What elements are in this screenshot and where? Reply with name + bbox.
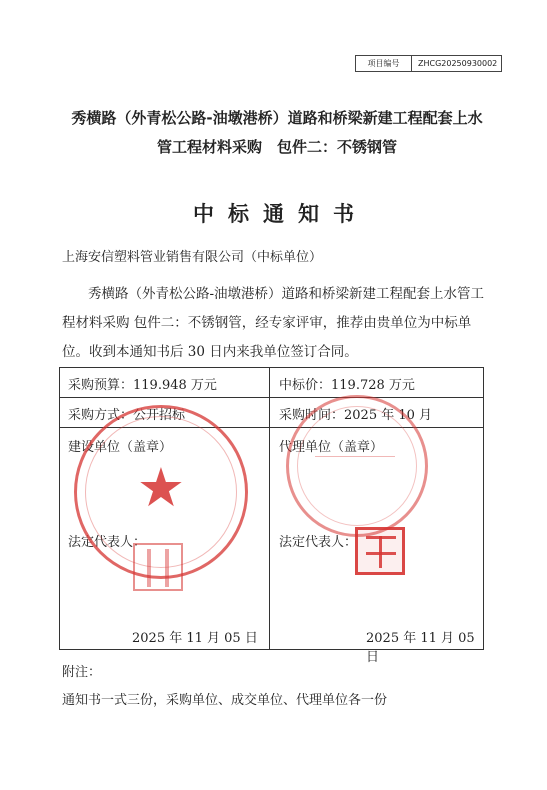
project-number-label: 项目编号	[356, 56, 412, 71]
method-cell: 采购方式：公开招标	[68, 408, 186, 423]
agent-seal-stamp	[286, 395, 428, 537]
note-text: 通知书一式三份，采购单位、成交单位、代理单位各一份	[62, 693, 388, 708]
project-number-value: ZHCG20250930002	[418, 59, 498, 68]
builder-cell: 建设单位（盖章）	[68, 440, 173, 455]
signature-seal-left	[133, 543, 183, 591]
signature-seal-right	[355, 527, 405, 575]
bid-price-cell: 中标价：119.728 万元	[279, 378, 415, 393]
document-title	[52, 104, 502, 162]
notice-heading: 中标通知书	[193, 202, 368, 226]
title-line-1: 秀横路（外青松公路-油墩港桥）道路和桥梁新建工程配套上水	[71, 109, 483, 127]
budget-cell: 采购预算：119.948 万元	[68, 378, 217, 393]
date-right: 2025 年 11 月 05 日	[366, 631, 475, 665]
star-icon: ★	[136, 456, 186, 519]
date-left: 2025 年 11 月 05 日	[132, 631, 258, 646]
recipient: 上海安信塑料管业销售有限公司（中标单位）	[62, 250, 323, 265]
legal-rep-right: 法定代表人：	[279, 535, 358, 550]
title-line-2: 管工程材料采购 包件二：不锈钢管	[156, 138, 397, 156]
notice-body: 秀横路（外青松公路-油墩港桥）道路和桥梁新建工程配套上水管工程材料采购 包件二：不锈钢管，经专家评审，推荐由贵单位为中标单位。收到本通知书后 30 日内来我单位签订合同。	[62, 286, 485, 360]
legal-rep-left: 法定代表人：	[68, 535, 147, 550]
note-label: 附注：	[62, 665, 102, 680]
agent-cell: 代理单位（盖章）	[279, 440, 384, 455]
time-cell: 采购时间：2025 年 10 月	[279, 408, 433, 423]
project-number-box	[355, 55, 502, 72]
